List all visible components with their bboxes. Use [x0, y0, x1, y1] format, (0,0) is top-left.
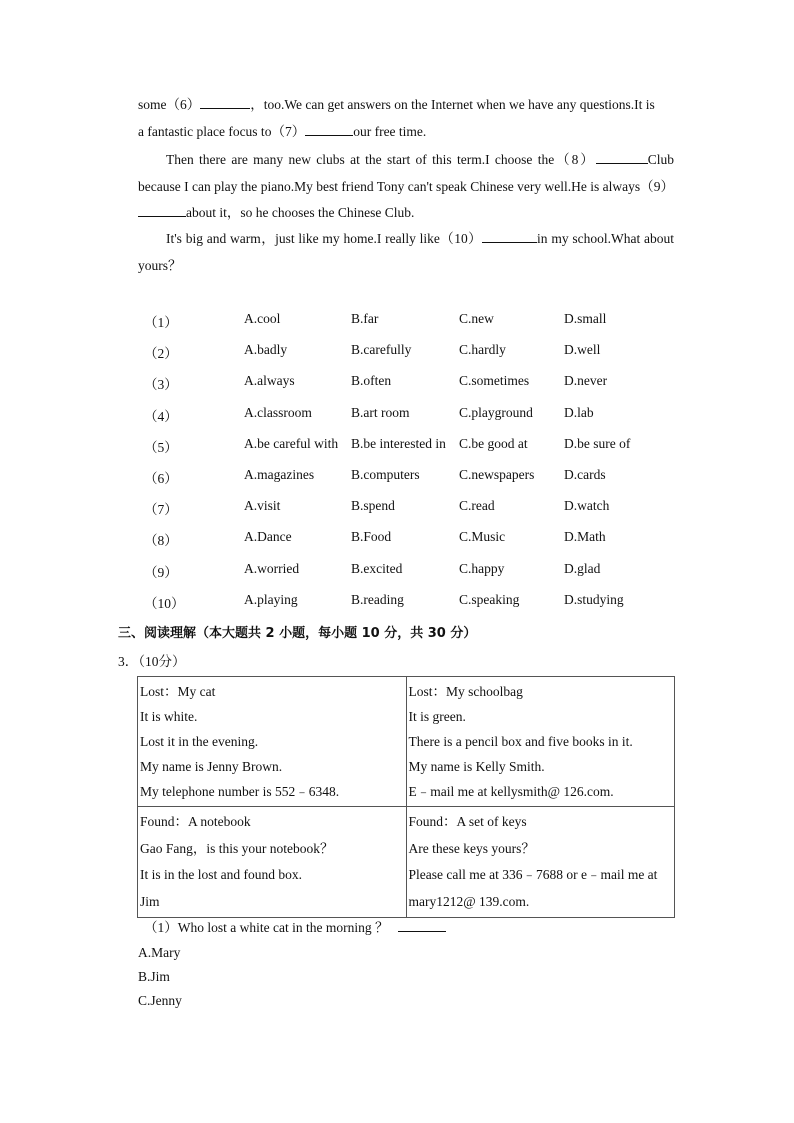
blank-6[interactable] [200, 93, 250, 109]
option-b[interactable]: B.often [351, 373, 392, 389]
choice-c[interactable]: C.Jenny [138, 993, 182, 1008]
option-c[interactable]: C.speaking [459, 591, 520, 607]
option-c[interactable]: C.newspapers [459, 466, 535, 482]
option-row-10: （10） A.playing B.reading C.speaking D.studying [144, 591, 624, 611]
answer-blank-1[interactable] [398, 916, 446, 932]
question-1: （1）Who lost a white cat in the morning ？ [144, 916, 446, 936]
option-row-6: （6） A.magazines B.computers C.newspapers D.cards [144, 466, 606, 486]
options-list [140, 307, 680, 619]
option-c[interactable]: C.new [459, 311, 494, 326]
option-d[interactable]: D.glad [564, 560, 601, 576]
passage-paragraph-2: Then there are many new clubs at the start of this term.I choose the（8） Club because I can play the piano.My best friend Tony can't speak Chinese very well.He is always（9）about it，so he chooses the Chinese Club. [138, 147, 674, 227]
option-d[interactable]: D.be sure of [564, 435, 631, 451]
option-row-4: （4） A.classroom B.art room C.playground D.lab [144, 404, 594, 424]
section-heading: 三、阅读理解（本大题共 2 小题，每小题 10 分，共 30 分） [118, 626, 477, 641]
option-row-5: （5） A.be careful with B.be interested in C.be good at D.be sure of [144, 435, 631, 455]
option-row-1: （1） A.cool B.far C.new D.small [144, 311, 607, 330]
option-row-8: （8） A.Dance B.Food C.Music D.Math [144, 529, 606, 549]
passage-paragraph-3: It's big and warm，just like my home.I really like（10） in my school.What about yours？ [138, 226, 674, 279]
option-c[interactable]: C.sometimes [459, 373, 530, 389]
blank-10[interactable] [482, 227, 537, 243]
option-d[interactable]: D.small [564, 311, 607, 326]
notices-table [137, 676, 675, 918]
choice-b[interactable]: B.Jim [138, 969, 170, 984]
blank-9[interactable] [138, 201, 186, 217]
option-b[interactable]: B.excited [351, 560, 403, 576]
blank-8[interactable] [596, 148, 648, 164]
option-d[interactable]: D.studying [564, 591, 624, 607]
option-d[interactable]: D.lab [564, 404, 594, 420]
option-row-3: （3） A.always B.often C.sometimes D.never [144, 373, 608, 393]
question-number: 3．（10分） [118, 654, 186, 669]
option-c[interactable]: C.Music [459, 529, 506, 545]
option-a[interactable]: A.be careful with [244, 435, 339, 451]
option-d[interactable]: D.well [564, 342, 601, 358]
option-b[interactable]: B.be interested in [351, 435, 446, 451]
option-row-7: （7） A.visit B.spend C.read D.watch [144, 498, 610, 518]
option-b[interactable]: B.reading [351, 591, 404, 607]
option-a[interactable]: A.playing [244, 591, 298, 607]
blank-7[interactable] [305, 120, 353, 136]
option-a[interactable]: A.Dance [244, 529, 292, 545]
option-a[interactable]: A.badly [244, 342, 288, 358]
option-d[interactable]: D.watch [564, 498, 610, 514]
option-a[interactable]: A.cool [244, 311, 281, 326]
option-row-9: （9） A.worried B.excited C.happy D.glad [144, 560, 601, 580]
passage-line-1: some（6） ，too.We can get answers on the Internet when we have any questions.It is [138, 92, 674, 119]
option-b[interactable]: B.art room [351, 404, 410, 420]
option-c[interactable]: C.be good at [459, 435, 528, 451]
option-b[interactable]: B.carefully [351, 342, 412, 358]
notice-lost-schoolbag: Lost：My schoolbag It is green. There is a pencil box and five books in it. My name is Kelly Smith. E﹣mail me at kellysmith@ 126.com. [406, 677, 675, 807]
option-b[interactable]: B.far [351, 311, 379, 326]
question-1-choices [138, 941, 182, 1013]
passage-line-2: a fantastic place focus to（7） our free time. [138, 119, 674, 146]
option-a[interactable]: A.classroom [244, 404, 312, 420]
choice-a[interactable]: A.Mary [138, 945, 181, 960]
option-d[interactable]: D.Math [564, 529, 606, 545]
option-c[interactable]: C.happy [459, 560, 505, 576]
passage-continuation [138, 92, 674, 145]
option-a[interactable]: A.visit [244, 498, 281, 514]
option-a[interactable]: A.worried [244, 560, 300, 576]
notice-found-notebook: Found：A notebook Gao Fang，is this your notebook？ It is in the lost and found box. Jim [138, 807, 407, 918]
option-a[interactable]: A.always [244, 373, 295, 389]
option-b[interactable]: B.spend [351, 498, 395, 514]
notices-row-found [138, 807, 675, 918]
option-a[interactable]: A.magazines [244, 466, 315, 482]
option-c[interactable]: C.hardly [459, 342, 506, 358]
option-row-2: （2） A.badly B.carefully C.hardly D.well [144, 342, 601, 362]
option-b[interactable]: B.Food [351, 529, 392, 545]
option-d[interactable]: D.cards [564, 466, 606, 482]
notice-found-keys: Found：A set of keys Are these keys yours？ Please call me at 336﹣7688 or e﹣mail me at mary1212@ 139.com. [406, 807, 675, 918]
option-d[interactable]: D.never [564, 373, 608, 389]
notices-row-lost [138, 677, 675, 807]
option-b[interactable]: B.computers [351, 466, 420, 482]
option-c[interactable]: C.read [459, 498, 495, 514]
notice-lost-cat: Lost：My cat It is white. Lost it in the evening. My name is Jenny Brown. My telephone number is 552﹣6348. [138, 677, 407, 807]
option-c[interactable]: C.playground [459, 404, 533, 420]
